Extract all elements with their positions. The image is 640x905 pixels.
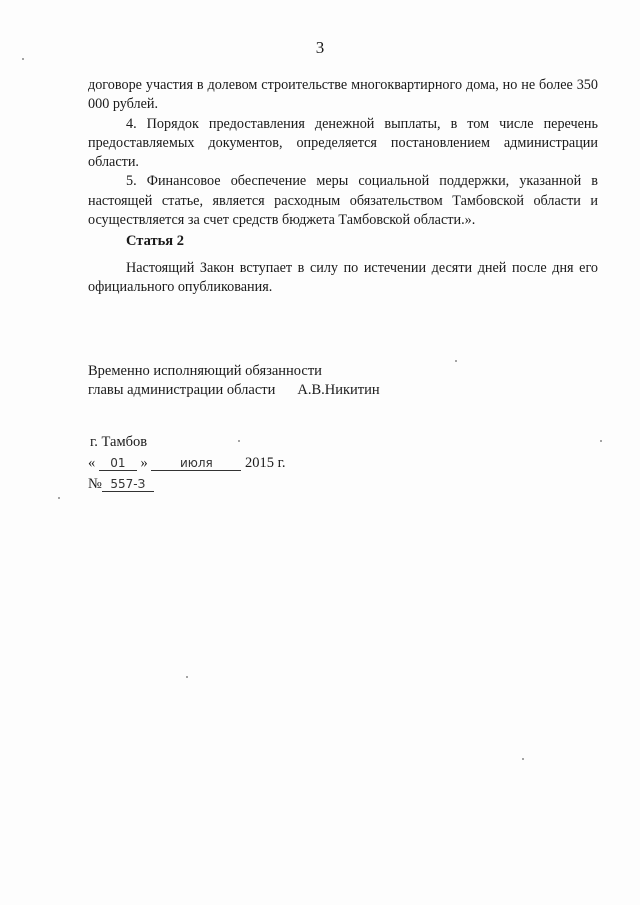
- document-footer: [88, 432, 286, 495]
- signature-title-line-1: Временно исполняющий обязанности: [88, 363, 322, 379]
- date-year: 2015 г.: [245, 455, 286, 471]
- quote-close: »: [140, 455, 148, 471]
- date-day: 01: [99, 456, 137, 471]
- signature-position: главы администрации области: [88, 382, 276, 398]
- quote-open: «: [88, 455, 96, 471]
- signatory-name: А.В.Никитин: [297, 382, 380, 398]
- document-number: 557-З: [102, 477, 154, 492]
- document-number-line: [88, 474, 286, 495]
- number-sign: №: [88, 476, 102, 492]
- article-paragraph: Настоящий Закон вступает в силу по истечении десяти дней после дня его официального опубликования.: [88, 260, 598, 296]
- scan-speck: [186, 676, 188, 678]
- scan-speck: [238, 440, 240, 442]
- scan-speck: [58, 497, 60, 499]
- page-number: 3: [315, 38, 325, 57]
- scan-speck: [22, 58, 24, 60]
- body-text: [88, 76, 598, 230]
- signature-block: [88, 362, 380, 400]
- date-month: июля: [151, 456, 241, 471]
- scan-speck: [600, 440, 602, 442]
- article-body: [88, 259, 598, 298]
- date-line: [88, 453, 286, 474]
- article-heading: Статья 2: [126, 233, 184, 249]
- paragraph-item-4: 4. Порядок предоставления денежной выплаты, в том числе перечень предоставляемых документов, определяется постановлением администрации области.: [88, 115, 598, 171]
- city: г. Тамбов: [90, 434, 148, 450]
- signature-title-line-2: [88, 381, 380, 400]
- paragraph-item-5: 5. Финансовое обеспечение меры социальной поддержки, указанной в настоящей статье, является расходным обязательством Тамбовской области и осуществляется за счет средств бюджета Тамбовской области.».: [88, 173, 598, 229]
- paragraph-continuation: договоре участия в долевом строительстве многоквартирного дома, но не более 350 000 рублей.: [88, 77, 598, 113]
- scan-speck: [522, 758, 524, 760]
- scan-speck: [455, 360, 457, 362]
